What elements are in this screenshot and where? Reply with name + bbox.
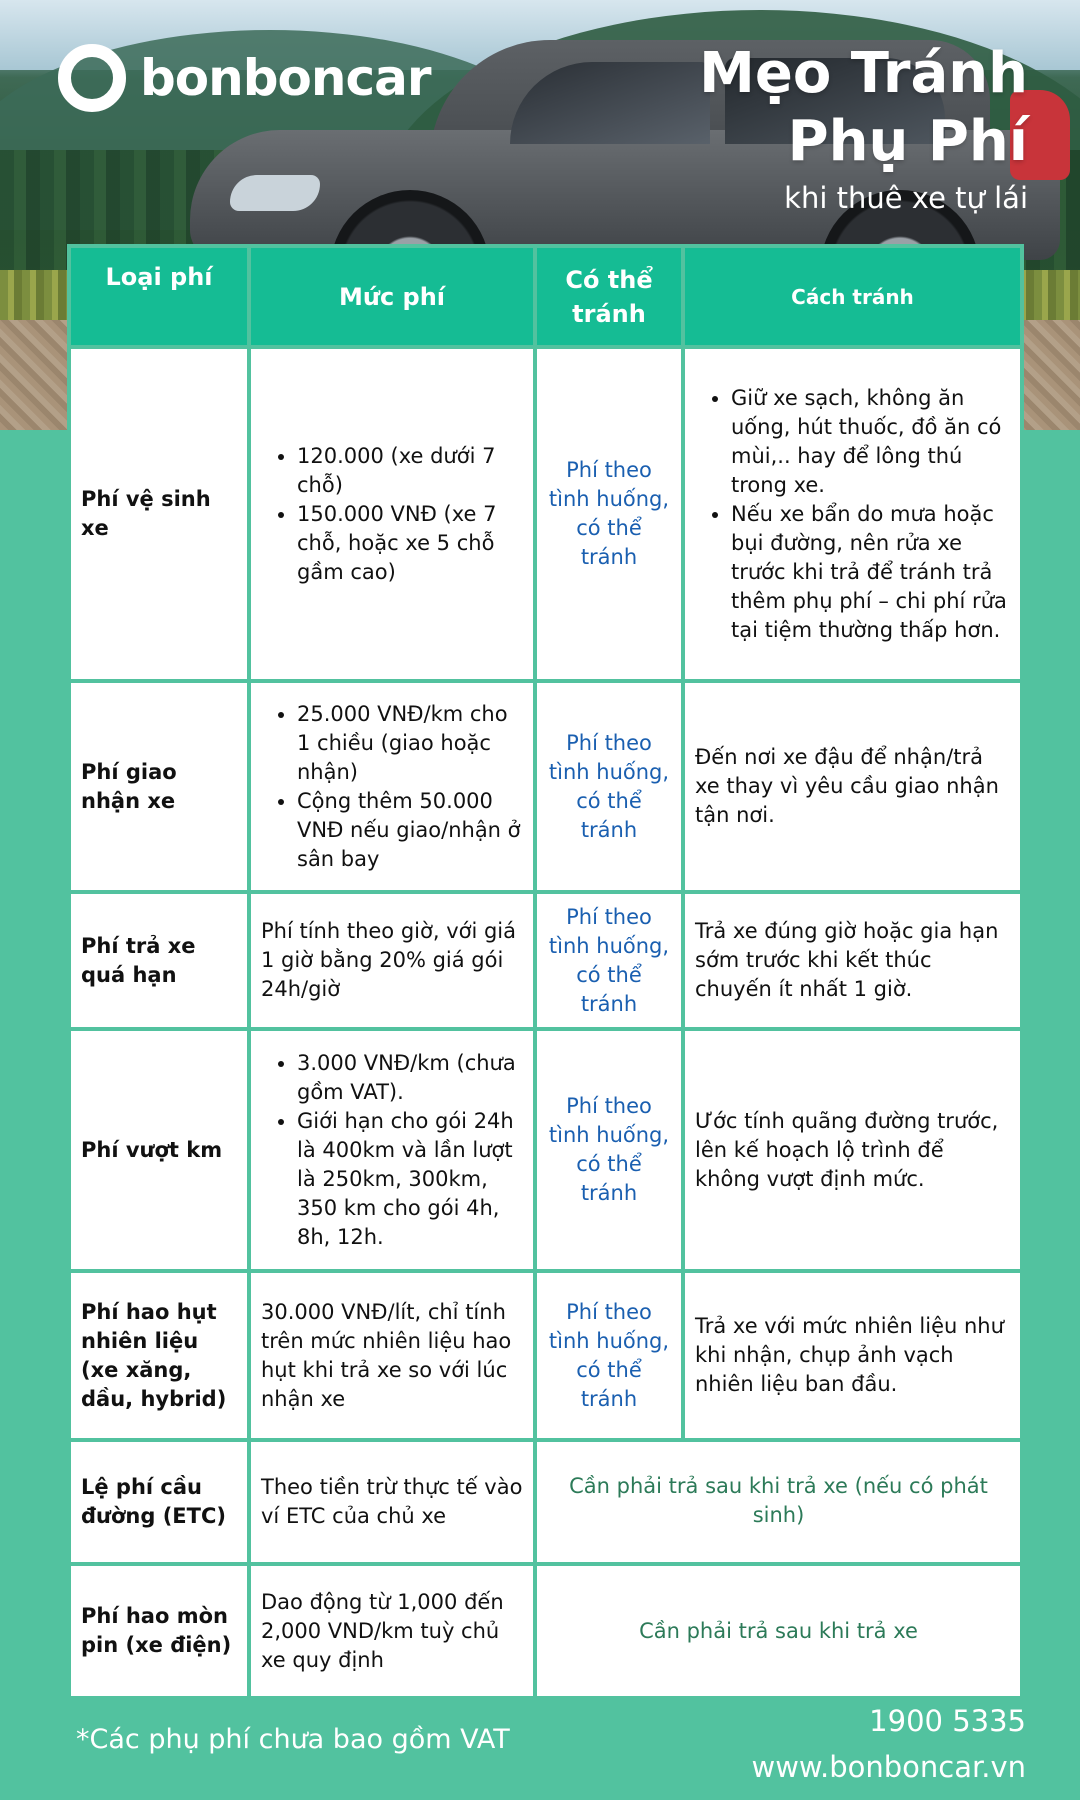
fee-amount: Theo tiền trừ thực tế vào ví ETC của chủ xe xyxy=(249,1440,535,1564)
fee-item: • 150.000 VNĐ (xe 7 chỗ, hoặc xe 5 chỗ gầm cao) xyxy=(297,500,523,587)
vat-footnote: *Các phụ phí chưa bao gồm VAT xyxy=(76,1724,510,1755)
avoidable-text: Phí theo tình huống, có thể tránh xyxy=(535,681,683,892)
table-row xyxy=(69,1029,1022,1271)
table-row xyxy=(69,1564,1022,1698)
fee-amount xyxy=(249,1029,535,1271)
avoidable-text: Phí theo tình huống, có thể tránh xyxy=(535,1271,683,1440)
header-fee-type: Loại phí xyxy=(69,246,249,347)
hotline-phone[interactable]: 1900 5335 xyxy=(869,1704,1026,1738)
avoidable-text: Phí theo tình huống, có thể tránh xyxy=(535,347,683,681)
how-to-avoid: Trả xe với mức nhiên liệu như khi nhận, chụp ảnh vạch nhiên liệu ban đầu. xyxy=(683,1271,1022,1440)
fee-name: Phí vượt km xyxy=(69,1029,249,1271)
fee-amount: Phí tính theo giờ, với giá 1 giờ bằng 20% giá gói 24h/giờ xyxy=(249,892,535,1029)
how-to-avoid: Ước tính quãng đường trước, lên kế hoạch lộ trình để không vượt định mức. xyxy=(683,1029,1022,1271)
fee-item: • 25.000 VNĐ/km cho 1 chiều (giao hoặc nhận) xyxy=(297,700,523,787)
payment-note: Cần phải trả sau khi trả xe (nếu có phát sinh) xyxy=(535,1440,1022,1564)
header-how-to-avoid: Cách tránh xyxy=(683,246,1022,347)
tip-item: • Giữ xe sạch, không ăn uống, hút thuốc, đồ ăn có mùi,.. hay để lông thú trong xe. xyxy=(731,384,1010,500)
table-row xyxy=(69,1271,1022,1440)
tip-item: • Nếu xe bẩn do mưa hoặc bụi đường, nên rửa xe trước khi trả để tránh trả thêm phụ phí – chi phí rửa tại tiệm thường thấp hơn. xyxy=(731,500,1010,645)
table-row xyxy=(69,347,1022,681)
fee-table xyxy=(67,244,1024,1700)
payment-note: Cần phải trả sau khi trả xe xyxy=(535,1564,1022,1698)
brand-logo[interactable] xyxy=(58,44,431,112)
fee-amount: Dao động từ 1,000 đến 2,000 VND/km tuỳ chủ xe quy định xyxy=(249,1564,535,1698)
avoidable-text: Phí theo tình huống, có thể tránh xyxy=(535,892,683,1029)
fee-name: Phí giao nhận xe xyxy=(69,681,249,892)
fee-name: Lệ phí cầu đường (ETC) xyxy=(69,1440,249,1564)
fee-item: • Giới hạn cho gói 24h là 400km và lần lượt là 250km, 300km, 350 km cho gói 4h, 8h, 12h. xyxy=(297,1107,523,1252)
table-row xyxy=(69,892,1022,1029)
fee-name: Phí vệ sinh xe xyxy=(69,347,249,681)
how-to-avoid: Đến nơi xe đậu để nhận/trả xe thay vì yêu cầu giao nhận tận nơi. xyxy=(683,681,1022,892)
fee-amount: 30.000 VNĐ/lít, chỉ tính trên mức nhiên liệu hao hụt khi trả xe so với lúc nhận xe xyxy=(249,1271,535,1440)
fee-item: • Cộng thêm 50.000 VNĐ nếu giao/nhận ở sân bay xyxy=(297,787,523,874)
page-title xyxy=(699,40,1028,220)
fee-amount xyxy=(249,347,535,681)
fee-name: Phí hao mòn pin (xe điện) xyxy=(69,1564,249,1698)
fee-item: • 3.000 VNĐ/km (chưa gồm VAT). xyxy=(297,1049,523,1107)
brand-name: bonboncar xyxy=(140,49,431,107)
table-row xyxy=(69,1440,1022,1564)
fee-name: Phí trả xe quá hạn xyxy=(69,892,249,1029)
website-link[interactable]: www.bonboncar.vn xyxy=(751,1750,1026,1784)
header-fee-amount: Mức phí xyxy=(249,246,535,347)
title-line-2: Phụ Phí xyxy=(787,109,1028,174)
title-line-1: Mẹo Tránh xyxy=(699,41,1028,106)
fee-amount xyxy=(249,681,535,892)
avoidable-text: Phí theo tình huống, có thể tránh xyxy=(535,1029,683,1271)
how-to-avoid xyxy=(683,347,1022,681)
fee-name: Phí hao hụt nhiên liệu (xe xăng, dầu, hybrid) xyxy=(69,1271,249,1440)
how-to-avoid: Trả xe đúng giờ hoặc gia hạn sớm trước khi kết thúc chuyến ít nhất 1 giờ. xyxy=(683,892,1022,1029)
table-header-row xyxy=(69,246,1022,347)
ring-logo-icon xyxy=(58,44,126,112)
header-avoidable: Có thể tránh xyxy=(535,246,683,347)
fee-item: • 120.000 (xe dưới 7 chỗ) xyxy=(297,442,523,500)
table-row xyxy=(69,681,1022,892)
title-subtitle: khi thuê xe tự lái xyxy=(784,181,1028,215)
